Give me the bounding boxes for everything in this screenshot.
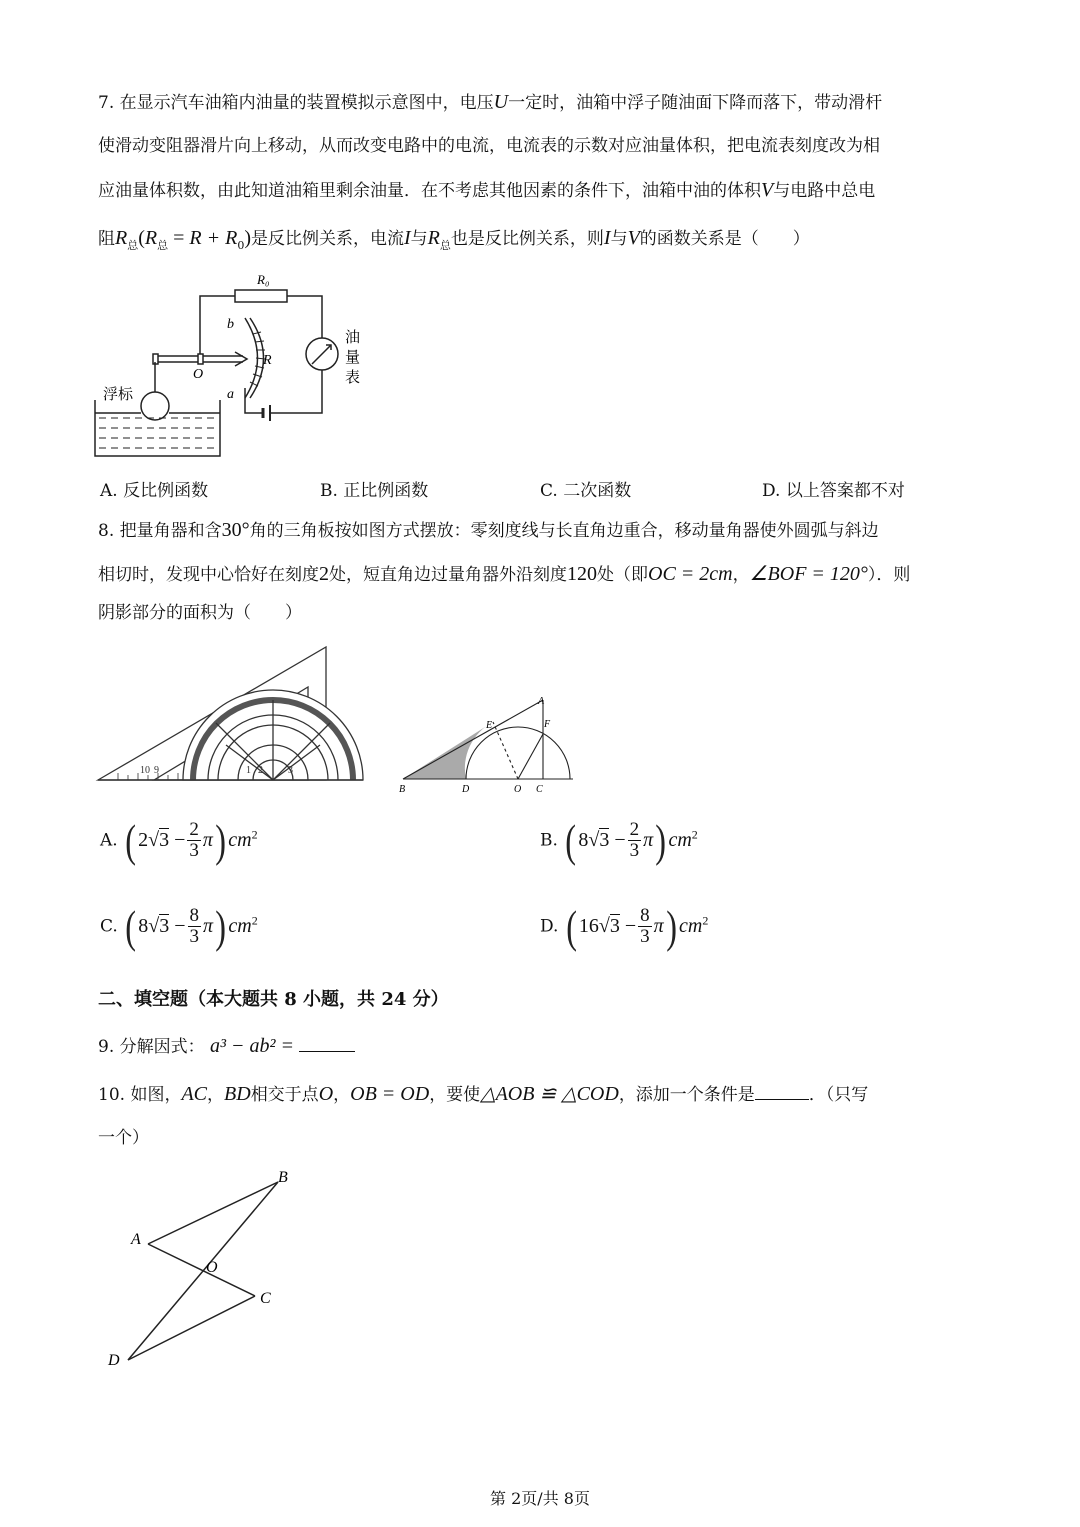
label-O: O <box>193 367 204 382</box>
q7-option-c[interactable]: C. 二次函数 <box>540 481 632 501</box>
q7-var-R: R <box>115 227 128 249</box>
q7-line-4: 阻$R_总(R_总 = R + R_0)$是反比例关系，电流I与$R_总$也是反比例关系，则I与V的函数关系是（ ） <box>98 227 810 252</box>
q8-protractor-figure <box>98 645 368 785</box>
q10-answer-blank[interactable] <box>755 1099 809 1100</box>
option-coef: 16 <box>578 915 599 937</box>
q10-formula: △AOB ≌ △COD <box>480 1083 619 1105</box>
option-label: B. <box>540 830 558 851</box>
page-footer: 第 2页/共 8页 <box>490 1489 590 1508</box>
q7-line-3 <box>98 178 875 203</box>
q7-var-R: R <box>427 227 440 249</box>
q7-text: 与 <box>610 229 628 249</box>
ruler-tick-label: 10 <box>140 765 150 776</box>
q7-subscript: 总 <box>127 239 139 252</box>
ruler-tick-label: 3 <box>288 765 293 776</box>
label-O: O <box>514 784 522 795</box>
option-sqrt: 3 <box>599 829 610 851</box>
q7-text: 应油量体积数，由此知道油箱里剩余油量．在不考虑其他因素的条件下，油箱中油的体积 <box>98 181 761 201</box>
q9-text: 9. 分解因式： <box>98 1037 205 1057</box>
q7-line-1 <box>98 90 882 115</box>
q10-segment: AC <box>181 1083 208 1105</box>
q8-option-a[interactable]: A. ( 2√3 − $\frac{2}{3}$ π) $cm^2$ <box>100 815 258 866</box>
q8-option-d[interactable]: D. ( 16√3 − $\frac{8}{3}$ π) $cm^2$ <box>540 901 709 952</box>
label-D: D <box>462 784 470 795</box>
q7-var-U: U <box>493 91 509 113</box>
q8-text: 处（即 <box>597 565 648 585</box>
option-pi: π <box>202 829 213 851</box>
q7-text: 与电路中总电 <box>773 181 876 201</box>
option-coef: 2 <box>138 829 149 851</box>
q9-answer-blank[interactable] <box>299 1051 355 1052</box>
ruler-tick-label: 1 <box>246 765 251 776</box>
q8-line-2 <box>98 562 910 587</box>
label-float: 浮标 <box>103 385 134 403</box>
option-label: A. <box>100 830 118 851</box>
q10-text: ，添加一个条件是 <box>618 1085 755 1105</box>
label-F: F <box>544 719 551 730</box>
option-fraction: $\frac{8}{3}$ <box>189 905 199 947</box>
option-unit: cm <box>228 829 252 851</box>
q8-formula: ∠BOF = 120° <box>749 563 868 585</box>
q7-text: 也是反比例关系，则 <box>450 229 604 249</box>
q8-line-1 <box>98 518 879 543</box>
q10-text: ， <box>333 1085 351 1105</box>
q8-text: 相切时，发现中心恰好在刻度 <box>98 565 319 585</box>
q8-text: ）．则 <box>867 565 911 585</box>
q10-point: O <box>318 1083 334 1105</box>
q7-var-I: I <box>603 227 611 249</box>
option-label: D. <box>540 916 559 937</box>
q8-value: 120 <box>567 563 597 585</box>
label-D: D <box>108 1352 120 1369</box>
option-sqrt: 3 <box>159 829 170 851</box>
q7-var-V: V <box>761 179 774 201</box>
label-B: B <box>399 784 406 795</box>
q7-subscript: 总 <box>439 239 451 252</box>
label-A: A <box>131 1231 141 1248</box>
q8-option-b[interactable]: B. ( 8√3 − $\frac{2}{3}$ π) $cm^2$ <box>540 815 698 866</box>
q7-var-V: V <box>627 227 640 249</box>
label-R0: R₀ <box>257 272 270 287</box>
ruler-tick-label: 9 <box>154 765 159 776</box>
q10-line-1 <box>98 1082 868 1107</box>
q10-text: 10. 如图， <box>98 1085 182 1105</box>
q7-formula: R + R <box>189 227 238 249</box>
option-unit: cm <box>228 915 252 937</box>
option-exponent: 2 <box>251 913 258 928</box>
label-C: C <box>536 784 543 795</box>
q7-var-R: R <box>144 227 158 249</box>
q7-text: 7. 在显示汽车油箱内油量的装置模拟示意图中，电压 <box>98 93 494 113</box>
q8-line-3: 阴影部分的面积为（ ） <box>98 603 302 623</box>
q8-formula: OC = 2cm <box>648 563 733 585</box>
q10-figure <box>100 1160 300 1370</box>
q7-text: 阻 <box>98 229 115 249</box>
q7-subscript: 0 <box>237 239 245 252</box>
label-E: E <box>486 720 493 731</box>
option-pi: π <box>203 915 214 937</box>
q10-text: ．（只写 <box>808 1085 869 1105</box>
q7-text: 是反比例关系，电流 <box>251 229 404 249</box>
label-O: O <box>206 1259 218 1276</box>
q8-text: 角的三角板按如图方式摆放：零刻度线与长直角边重合，移动量角器使外圆弧与斜边 <box>249 521 879 541</box>
q7-var-I: I <box>404 227 411 249</box>
option-fraction: $\frac{2}{3}$ <box>189 819 199 861</box>
option-coef: 8 <box>578 829 589 851</box>
q9-line <box>98 1034 355 1059</box>
section-heading: 二、填空题（本大题共 8 小题，共 24 分） <box>98 989 449 1010</box>
option-coef: 8 <box>138 915 149 937</box>
q7-text: 与 <box>410 229 428 249</box>
q7-text: 一定时，油箱中浮子随油面下降而落下，带动滑杆 <box>508 93 883 113</box>
label-meter-2: 量 <box>345 348 361 366</box>
option-fraction: $\frac{8}{3}$ <box>640 905 650 947</box>
q10-segment: BD <box>224 1083 251 1105</box>
q7-line-2: 使滑动变阻器滑片向上移动，从而改变电路中的电流，电流表的示数对应油量体积，把电流表刻度改为相 <box>98 136 880 156</box>
option-exponent: 2 <box>702 913 709 928</box>
q8-option-c[interactable]: C. ( 8√3 − $\frac{8}{3}$ π) $cm^2$ <box>100 901 258 952</box>
option-unit: cm <box>668 829 692 851</box>
q8-text: 8. 把量角器和含 <box>98 521 222 541</box>
q10-text: ， <box>207 1085 225 1105</box>
ruler-tick-label: 2 <box>258 765 263 776</box>
option-exponent: 2 <box>691 827 698 842</box>
q7-circuit-figure <box>95 268 385 468</box>
q8-text: ， <box>732 565 750 585</box>
q10-formula: OB = OD <box>350 1083 430 1105</box>
q8-value: 2 <box>319 563 329 585</box>
q7-option-b[interactable]: B. 正比例函数 <box>320 481 429 501</box>
q10-text: 相交于点 <box>250 1085 319 1105</box>
option-unit: cm <box>678 915 703 937</box>
option-pi: π <box>643 829 654 851</box>
q9-expression: a³ − ab² = <box>210 1035 295 1057</box>
label-B: B <box>278 1169 288 1186</box>
q8-text: 处，短直角边过量角器外沿刻度 <box>329 565 567 585</box>
option-fraction: $\frac{2}{3}$ <box>629 819 640 861</box>
q7-subscript: 总 <box>157 239 169 252</box>
q8-geometry-figure <box>398 694 580 794</box>
label-a: a <box>227 387 234 402</box>
q7-option-a[interactable]: A. 反比例函数 <box>100 481 209 501</box>
label-b: b <box>227 317 234 332</box>
q7-text: 的函数关系是（ ） <box>639 229 810 249</box>
q7-option-d[interactable]: D. 以上答案都不对 <box>762 481 905 501</box>
option-label: C. <box>100 916 118 937</box>
label-R: R <box>263 353 272 368</box>
option-sqrt: 3 <box>159 915 170 937</box>
q10-line-2: 一个） <box>98 1128 149 1148</box>
label-A: A <box>538 696 545 707</box>
option-sqrt: 3 <box>609 915 620 937</box>
q10-text: ，要使 <box>429 1085 481 1105</box>
label-C: C <box>260 1290 271 1307</box>
option-exponent: 2 <box>251 827 258 842</box>
label-meter-1: 油 <box>345 328 361 346</box>
q8-angle-30: 30° <box>221 519 250 541</box>
option-pi: π <box>653 915 664 937</box>
label-meter-3: 表 <box>345 368 361 386</box>
